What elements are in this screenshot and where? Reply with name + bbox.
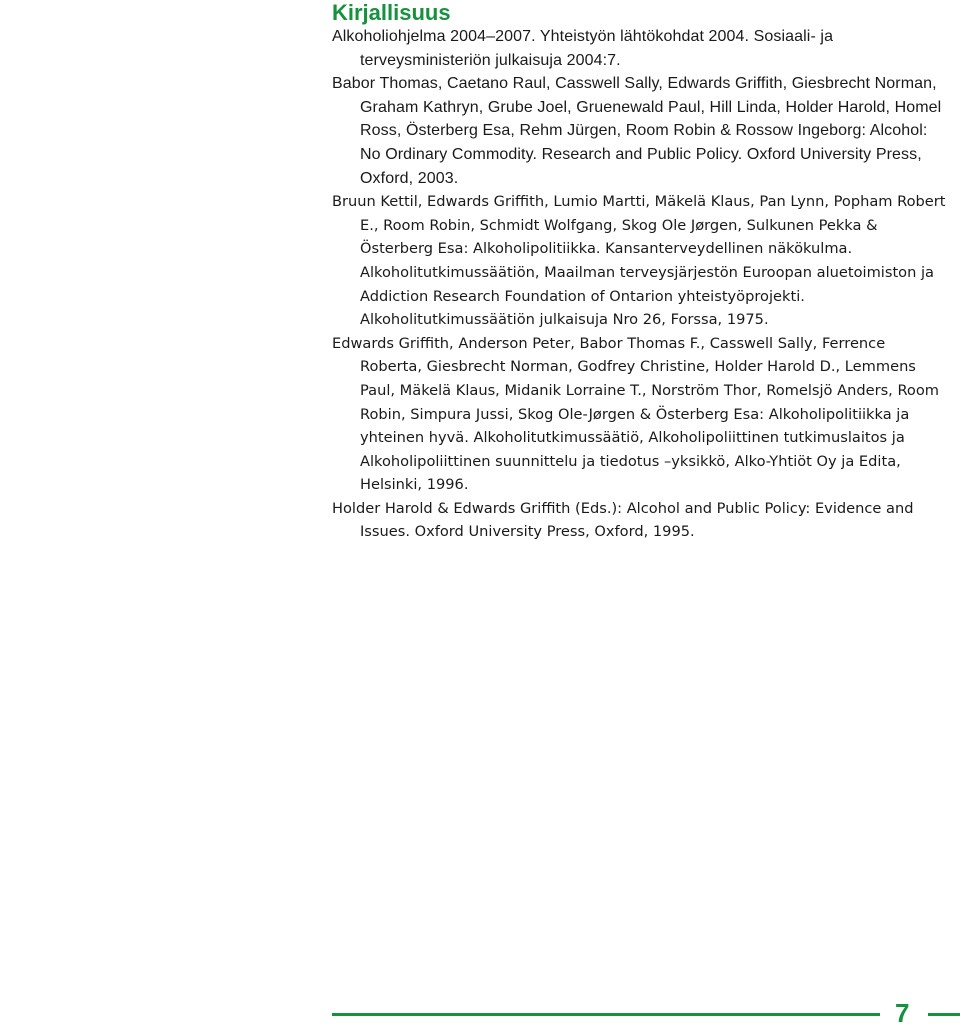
section-heading: Kirjallisuus — [332, 0, 451, 25]
reference-item: Edwards Griffith, Anderson Peter, Babor Thomas F., Casswell Sally, Ferrence Roberta, Giesbrecht Norman, Godfrey Christine, Holder Harold D., Lemmens Paul, Mäkelä Klaus, Midanik Lorraine T., Norström Thor, Romelsjö Anders, Room Robin, Simpura Jussi, Skog Ole-Jørgen & Österberg Esa: Alkoholipolitiikka ja yhteinen hyvä. Alkoholitutkimussäätiö, Alkoholipoliittinen tutkimuslaitos ja Alkoholipoliittinen suunnittelu ja tiedotus –yksikkö, Alko-Yhtiöt Oy ja Edita, Helsinki, 1996. — [332, 334, 940, 494]
page-number: 7 — [895, 998, 910, 1028]
reference-item: Bruun Kettil, Edwards Griffith, Lumio Martti, Mäkelä Klaus, Pan Lynn, Popham Robert E., Room Robin, Schmidt Wolfgang, Skog Ole Jørgen, Sulkunen Pekka & Österberg Esa: Alkoholipolitiikka. Kansanterveydellinen näkökulma. Alkoholitutkimussäätiön, Maailman terveysjärjestön Euroopan aluetoimiston ja Addiction Research Foundation of Ontarion yhteistyöprojekti. Alkoholitutkimussäätiön julkaisuja Nro 26, Forssa, 1975. — [332, 193, 946, 329]
footer-rule-left — [332, 1013, 880, 1016]
footer-rule-right — [928, 1013, 960, 1016]
reference-list — [332, 25, 946, 544]
reference-item: Alkoholiohjelma 2004–2007. Yhteistyön lähtökohdat 2004. Sosiaali- ja terveysministeriön julkaisuja 2004:7. — [332, 28, 834, 69]
reference-item: Holder Harold & Edwards Griffith (Eds.): Alcohol and Public Policy: Evidence and Issues. Oxford University Press, Oxford, 1995. — [332, 499, 914, 541]
reference-item: Babor Thomas, Caetano Raul, Casswell Sally, Edwards Griffith, Giesbrecht Norman, Graham Kathryn, Grube Joel, Gruenewald Paul, Hill Linda, Holder Harold, Homel Ross, Österberg Esa, Rehm Jürgen, Room Robin & Rossow Ingeborg: Alcohol: No Ordinary Commodity. Research and Public Policy. Oxford University Press, Oxford, 2003. — [332, 75, 942, 187]
